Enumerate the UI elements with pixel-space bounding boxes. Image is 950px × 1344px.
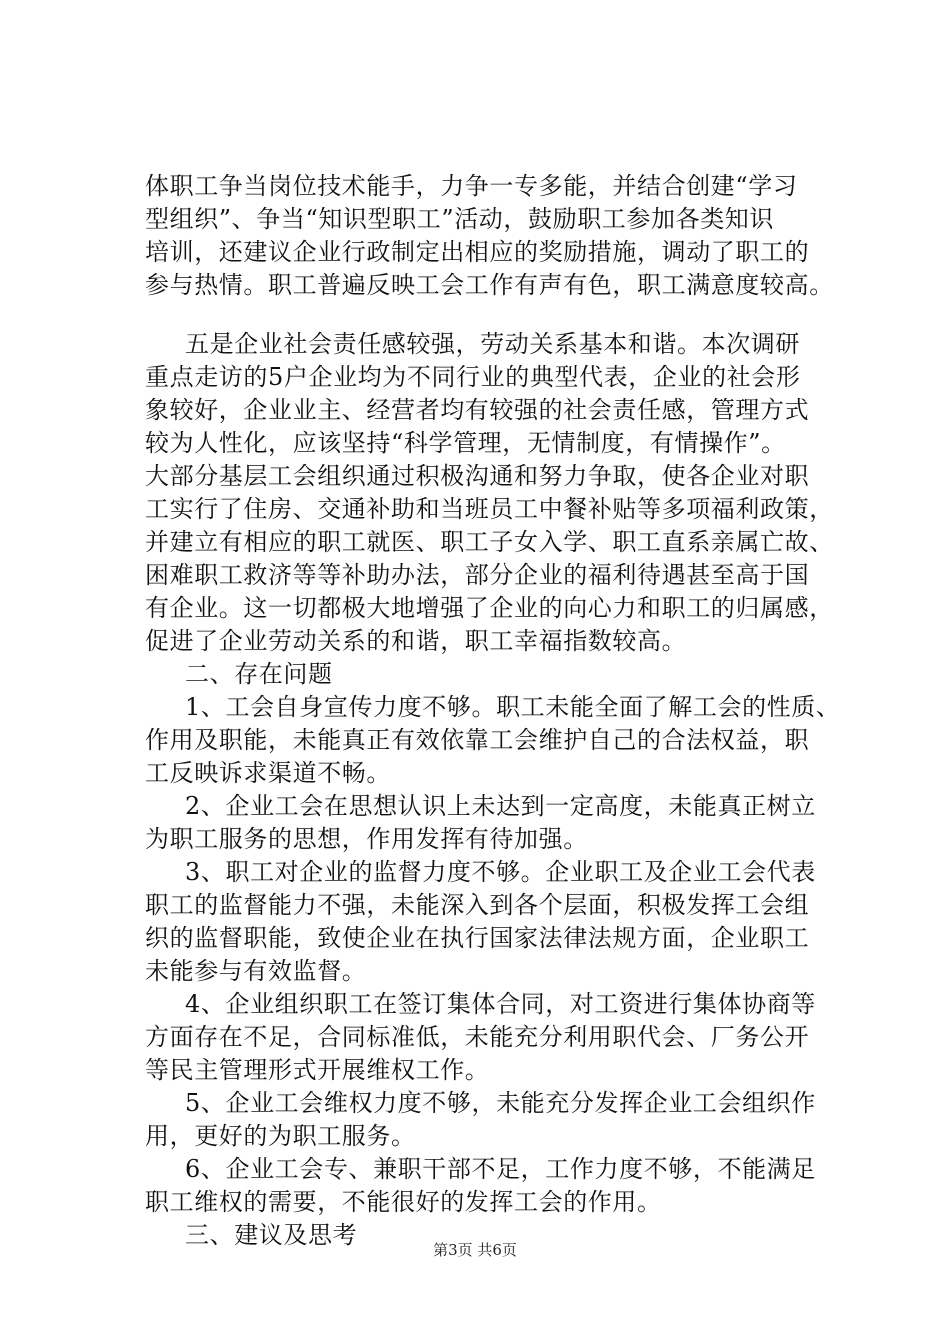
section-heading: 三、建议及思考 (185, 1221, 358, 1249)
text-line: 象较好，企业业主、经营者均有较强的社会责任感，管理方式 (145, 396, 810, 424)
text-line: 有企业。这一切都极大地增强了企业的向心力和职工的归属感， (145, 594, 834, 622)
text-line: 体职工争当岗位技术能手，力争一专多能，并结合创建“学习 (145, 172, 798, 200)
text-line: 困难职工救济等等补助办法，部分企业的福利待遇甚至高于国 (145, 561, 810, 589)
text-line: 职工的监督能力不强，未能深入到各个层面，积极发挥工会组 (145, 891, 810, 919)
section-heading: 二、存在问题 (185, 660, 333, 688)
text-line: 5、企业工会维权力度不够，未能充分发挥企业工会组织作 (185, 1089, 816, 1117)
text-line: 工实行了住房、交通补助和当班员工中餐补贴等多项福利政策， (145, 495, 834, 523)
text-line: 等民主管理形式开展维权工作。 (145, 1056, 490, 1084)
paragraph-gap (145, 302, 855, 328)
text-line: 职工维权的需要，不能很好的发挥工会的作用。 (145, 1188, 662, 1216)
text-line: 培训，还建议企业行政制定出相应的奖励措施，调动了职工的 (145, 238, 810, 266)
document-body (145, 170, 855, 1252)
text-line: 未能参与有效监督。 (145, 957, 367, 985)
text-line: 大部分基层工会组织通过积极沟通和努力争取，使各企业对职 (145, 462, 810, 490)
text-line: 6、企业工会专、兼职干部不足，工作力度不够，不能满足 (185, 1155, 816, 1183)
text-line: 促进了企业劳动关系的和谐，职工幸福指数较高。 (145, 627, 687, 655)
text-line: 作用及职能，未能真正有效依靠工会维护自己的合法权益，职 (145, 726, 810, 754)
text-line: 织的监督职能，致使企业在执行国家法律法规方面，企业职工 (145, 924, 810, 952)
text-line: 重点走访的5户企业均为不同行业的典型代表，企业的社会形 (145, 363, 801, 391)
page-footer: 第3页 共6页 (433, 1241, 517, 1259)
text-line: 1、工会自身宣传力度不够。职工未能全面了解工会的性质、 (185, 693, 841, 721)
text-line: 较为人性化，应该坚持“科学管理，无情制度，有情操作”。 (145, 429, 786, 457)
text-line: 用，更好的为职工服务。 (145, 1122, 416, 1150)
text-line: 五是企业社会责任感较强，劳动关系基本和谐。本次调研 (185, 330, 800, 358)
text-line: 2、企业工会在思想认识上未达到一定高度，未能真正树立 (185, 792, 816, 820)
text-line: 方面存在不足，合同标准低，未能充分利用职代会、厂务公开 (145, 1023, 810, 1051)
text-line: 3、职工对企业的监督力度不够。企业职工及企业工会代表 (185, 858, 816, 886)
text-line: 参与热情。职工普遍反映工会工作有声有色，职工满意度较高。 (145, 271, 834, 299)
text-line: 工反映诉求渠道不畅。 (145, 759, 391, 787)
text-line: 并建立有相应的职工就医、职工子女入学、职工直系亲属亡故、 (145, 528, 834, 556)
text-line: 为职工服务的思想，作用发挥有待加强。 (145, 825, 588, 853)
text-line: 4、企业组织职工在签订集体合同，对工资进行集体协商等 (185, 990, 816, 1018)
text-line: 型组织”、争当“知识型职工”活动，鼓励职工参加各类知识 (145, 205, 775, 233)
